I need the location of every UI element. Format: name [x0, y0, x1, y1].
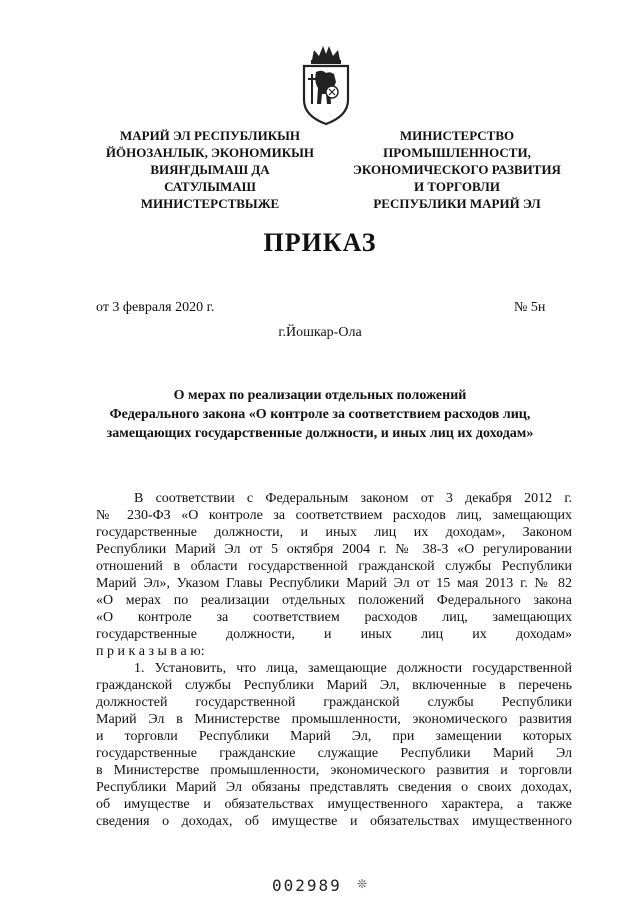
- document-number: № 5н: [514, 300, 546, 315]
- subject-line: замещающих государственные должности, и иных лиц их доходам»: [106, 426, 534, 441]
- body-line: Марий Эл в Министерстве промышленности, экономического развития: [96, 712, 572, 727]
- body-line: Республики Марий Эл обязаны представлять сведения о своих доходах,: [96, 780, 572, 795]
- document-city: г.Йошкар-Ола: [278, 325, 362, 340]
- header-left-line: МАРИЙ ЭЛ РЕСПУБЛИКЫН: [119, 128, 301, 143]
- body-line: В соответствии с Федеральным законом от 3 декабря 2012 г.: [134, 491, 572, 506]
- header-right-line: МИНИСТЕРСТВО: [399, 128, 515, 143]
- body-line: государственные должности, и иных лиц их доходам», Законом: [96, 525, 572, 540]
- header-right-line: ЭКОНОМИЧЕСКОГО РАЗВИТИЯ: [353, 162, 561, 177]
- header-left-line: МИНИСТЕРСТВЫЖЕ: [140, 196, 280, 211]
- body-line: 1. Установить, что лица, замещающие должности государственной: [134, 661, 572, 676]
- body-line-prikazyvayu: п р и к а з ы в а ю:: [96, 644, 205, 659]
- header-left-line: ВИЯҤДЫМАШ ДА: [150, 162, 270, 177]
- order-body: [96, 490, 572, 830]
- coat-of-arms-emblem: [296, 42, 356, 126]
- body-line: в Министерстве промышленности, экономического развития и торговли: [96, 763, 572, 778]
- document-title: ПРИКАЗ: [263, 228, 377, 257]
- body-line: отношений в области государственной гражданской службы Республики: [96, 559, 572, 574]
- subject-line: Федерального закона «О контроле за соответствием расходов лиц,: [109, 407, 531, 422]
- header-right-line: И ТОРГОВЛИ: [414, 179, 500, 194]
- body-line: Марий Эл», Указом Главы Республики Марий Эл от 15 мая 2013 г. № 82: [96, 576, 572, 591]
- ornament-icon: ❊: [357, 877, 368, 891]
- header-right-line: РЕСПУБЛИКИ МАРИЙ ЭЛ: [373, 196, 541, 211]
- header-left-line: ЙÖНОЗАНЛЫК, ЭКОНОМИКЫН: [105, 145, 315, 160]
- body-line: «О мерах по реализации отдельных положений Федерального закона: [96, 593, 572, 608]
- body-line: Республики Марий Эл от 5 октября 2004 г. № 38-З «О регулировании: [96, 542, 572, 557]
- body-line: государственные должности, и иных лиц их доходам»: [96, 627, 572, 642]
- body-line: № 230-ФЗ «О контроле за соответствием расходов лиц, замещающих: [96, 508, 572, 523]
- body-line: должностей государственной гражданской службы Республики: [96, 695, 572, 710]
- body-line: об имуществе и обязательствах имущественного характера, а также: [96, 797, 572, 812]
- header-russian-ministry-name: [342, 127, 572, 212]
- header-mari-ministry-name: [95, 127, 325, 212]
- body-line: государственные гражданские служащие Республики Марий Эл: [96, 746, 572, 761]
- body-line: гражданской службы Республики Марий Эл, включенные в перечень: [96, 678, 572, 693]
- body-line: «О контроле за соответствием расходов лиц, замещающих: [96, 610, 572, 625]
- serial-number: 002989: [272, 876, 342, 895]
- header-right-line: ПРОМЫШЛЕННОСТИ,: [383, 145, 531, 160]
- body-line: и торговли Республики Марий Эл, при замещении которых: [96, 729, 572, 744]
- header-left-line: САТУЛЫМАШ: [164, 179, 256, 194]
- document-date: от 3 февраля 2020 г.: [96, 300, 215, 315]
- body-line: сведения о доходах, об имуществе и обязательствах имущественного: [96, 814, 572, 829]
- order-subject: [80, 386, 560, 443]
- subject-line: О мерах по реализации отдельных положений: [173, 388, 467, 403]
